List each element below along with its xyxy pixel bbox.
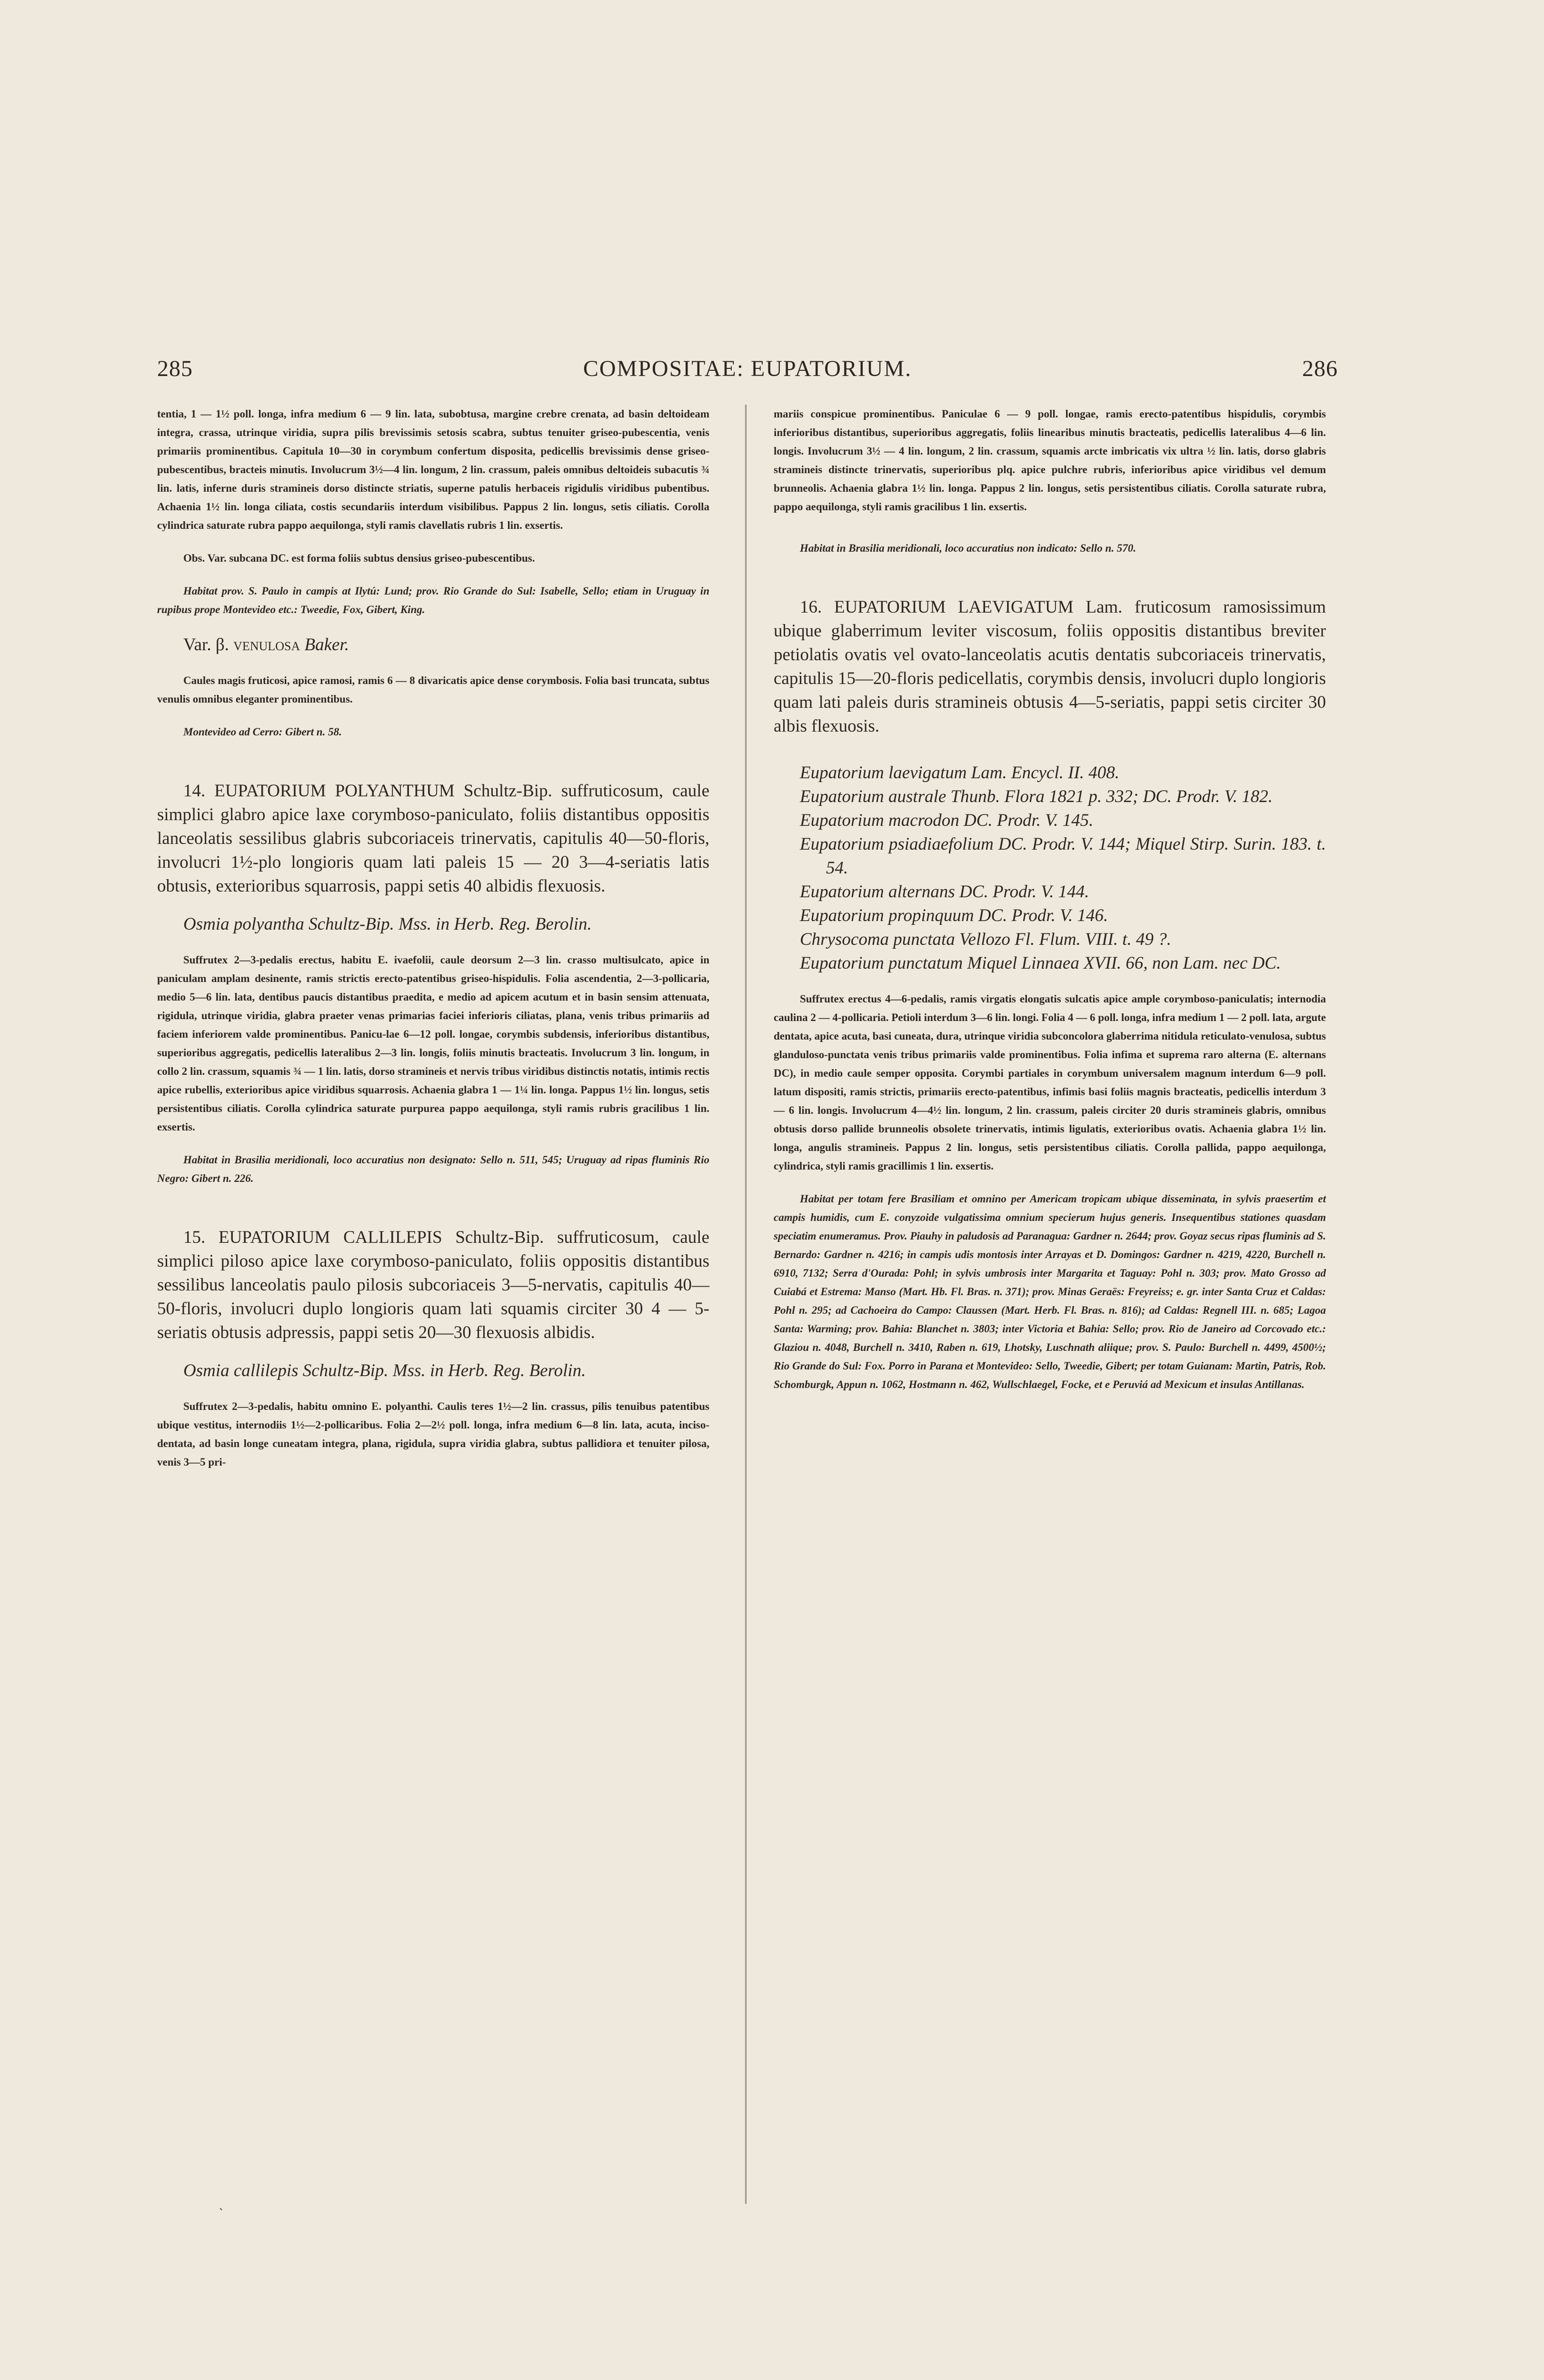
variety-heading [157, 633, 709, 657]
species-14-habitat: Habitat in Brasilia meridionali, loco accuratius non designato: Sello n. 511, 545; Uruguay ad ripas fluminis Rio Negro: Gibert n. 226. [157, 1154, 709, 1184]
page-number-left: 285 [157, 356, 193, 381]
synonym-line: Eupatorium australe Thunb. Flora 1821 p. 332; DC. Prodr. V. 182. [800, 787, 1273, 806]
species-15-synonym: Osmia callilepis Schultz-Bip. Mss. in Herb. Reg. Berolin. [183, 1361, 586, 1380]
habitat-note: Habitat prov. S. Paulo in campis at Ilytú: Lund; prov. Rio Grande do Sul: Isabelle, Sello; etiam in Uruguay in rupibus prope Montevideo etc.: Tweedie, Fox, Gibert, King. [157, 585, 709, 615]
continued-description: tentia, 1 — 1½ poll. longa, infra medium 6 — 9 lin. lata, subobtusa, margine crebre crenata, ad basin deltoideam integra, crassa, utrinque viridia, supra pilis brevissimis setosis scabra, subtus tenuiter griseo-pubescentia, venis primariis prominentibus. Capitula 10—30 in corymbum confertum disposita, pedicellis brevissimis dense griseo-pubescentibus, bracteis minutis. Involucrum 3½—4 lin. longum, 2 lin. crassum, paleis omnibus deltoideis subacutis ¾ lin. latis, inferne duris stramineis dorso distincte striatis, superne patulis herbaceis rigidulis viridibus pubentibus. Achaenia 1½ lin. longa ciliata, costis secundariis interdum visibilibus. Pappus 2 lin. longus, setis ciliatis. Corolla cylindrica saturate rubra pappo aequilonga, styli ramis clavellatis rubris 1 lin. exsertis. [157, 408, 709, 531]
right-column [774, 405, 1326, 1394]
variety-label: Var. β. [183, 635, 229, 654]
synonym-line: Eupatorium propinquum DC. Prodr. V. 146. [800, 906, 1108, 925]
synonym-line: Eupatorium alternans DC. Prodr. V. 144. [800, 882, 1089, 902]
species-15-description: Suffrutex 2—3-pedalis, habitu omnino E. polyanthi. Caulis teres 1½—2 lin. crassus, pilis tenuibus patentibus ubique vestitus, internodiis 1½—2-pollicaribus. Folia 2—2½ poll. longa, infra medium 6—8 lin. lata, acuta, inciso-dentata, ad basin longe cuneatam integra, plana, rigidula, supra viridia glabra, subtus pallidiora et tenuiter pilosa, venis 3—5 pri- [157, 1400, 709, 1468]
page-number-right: 286 [1302, 356, 1338, 381]
column-divider [745, 405, 747, 2204]
left-column [157, 405, 709, 1471]
variety-name: venulosa [233, 635, 300, 654]
species-16-synonyms [774, 761, 1326, 975]
habitat-note-right: Habitat in Brasilia meridionali, loco accuratius non indicato: Sello n. 570. [800, 542, 1136, 554]
stray-mark: ˎ [219, 2197, 223, 2211]
variety-description: Caules magis fruticosi, apice ramosi, ramis 6 — 8 divaricatis apice dense corymbosis. Folia basi truncata, subtus venulis omnibus eleganter prominentibus. [157, 674, 709, 705]
synonym-line: Eupatorium macrodon DC. Prodr. V. 145. [800, 811, 1094, 830]
species-16-habitat: Habitat per totam fere Brasiliam et omnino per Americam tropicam ubique disseminata, in sylvis praesertim et campis humidis, cum E. conyzoide vulgatissima omnium specierum hujus generis. Insequentibus stationes quasdam speciatim enumeramus. Prov. Piauhy in paludosis ad Paranagua: Gardner n. 2644; prov. Goyaz secus ripas fluminis ad S. Bernardo: Gardner n. 4216; in campis udis montosis inter Arrayas et D. Domingos: Gardner n. 4219, 4220, Burchell n. 6910, 7132; Serra d'Ourada: Pohl; in sylvis umbrosis inter Margarita et Taguay: Pohl n. 303; prov. Mato Grosso ad Cuiabá et Estrema: Manso (Mart. Hb. Fl. Bras. n. 371); prov. Minas Geraës: Freyreiss; e. gr. inter Santa Cruz et Caldas: Pohl n. 295; ad Cachoeira do Campo: Claussen (Mart. Herb. Fl. Bras. n. 816); ad Caldas: Regnell III. n. 685; Lagoa Santa: Warming; prov. Bahia: Blanchet n. 3803; inter Victoria et Bahia: Sello; prov. Rio de Janeiro ad Corcovado etc.: Glaziou n. 4048, Burchell n. 3410, Raben n. 619, Lhotsky, Luschnath aliique; prov. S. Paulo: Burchell n. 4499, 4500½; Rio Grande do Sul: Fox. Porro in Parana et Montevideo: Sello, Tweedie, Gibert; per totam Guianam: Martin, Patris, Rob. Schomburgk, Appun n. 1062, Hostmann n. 462, Wullschlaegel, Focke, et e Peruviá ad Mexicum et insulas Antillanas. [774, 1193, 1326, 1390]
species-14-description: Suffrutex 2—3-pedalis erectus, habitu E. ivaefolii, caule deorsum 2—3 lin. crasso multisulcato, apice in paniculam amplam desinente, ramis strictis erecto-patentibus griseo-hispidulis. Folia ascendentia, 2—3-pollicaria, medio 5—6 lin. lata, dentibus paucis distantibus praedita, e medio ad apicem acutum et in basin sensim attenuata, rigidula, utrinque viridia, glabra praeter venas primarias faciei inferioris ciliatas, plana, venis tribus primariis ad faciem inferiorem valde prominentibus. Panicu-lae 6—12 poll. longae, corymbis subdensis, inferioribus distantibus, superioribus aggregatis, pedicellis lateralibus 2—3 lin. longis, foliis minutis bracteatis. Involucrum 3 lin. longum, in collo 2 lin. crassum, squamis ¾ — 1 lin. latis, dorso stramineis et nervis tribus viridibus distinctis notatis, intimis rectis apice rubellis, exterioribus apice viridibus squarrosis. Achaenia glabra 1 — 1¼ lin. longa. Pappus 1½ lin. longus, setis persistentibus ciliatis. Corolla cylindrica saturate purpurea pappo aequilonga, styli ramis rubris gracilibus 1 lin. exsertis. [157, 954, 709, 1133]
species-14-heading: 14. EUPATORIUM POLYANTHUM Schultz-Bip. suffruticosum, caule simplici glabro apice laxe corymboso-paniculato, foliis distantibus oppositis lanceolatis sessilibus glabris subcoriaceis trinervatis, capitulis 40—50-floris, involucri 1½-plo longioris quam lati paleis 15 — 20 3—4-seriatis latis obtusis, exterioribus squarrosis, pappi setis 40 albidis flexuosis. [157, 781, 709, 896]
species-15-heading: 15. EUPATORIUM CALLILEPIS Schultz-Bip. suffruticosum, caule simplici piloso apice laxe corymboso-paniculato, foliis oppositis distantibus sessilibus lanceolatis paulo pilosis subcoriaceis 3—5-nervatis, capitulis 40—50-floris, involucri duplo longioris quam lati squamis circiter 30 4 — 5-seriatis obtusis adpressis, pappi setis 20—30 flexuosis albidis. [157, 1228, 709, 1342]
species-14-synonym: Osmia polyantha Schultz-Bip. Mss. in Herb. Reg. Berolin. [183, 914, 592, 934]
running-title: COMPOSITAE: EUPATORIUM. [583, 356, 912, 381]
species-16-description: Suffrutex erectus 4—6-pedalis, ramis virgatis elongatis sulcatis apice ample corymboso-paniculatis; internodia caulina 2 — 4-pollicaria. Petioli interdum 3—6 lin. longi. Folia 4 — 6 poll. longa, infra medium 1 — 2 poll. lata, argute dentata, apice acuta, basi cuneata, dura, utrinque viridia subconcolora glaberrima nitidula reticulato-venulosa, subtus glanduloso-punctata venis tribus primariis valde prominentibus. Folia infima et suprema raro alterna (E. alternans DC), in medio caule semper opposita. Corymbi partiales in corymbum universalem magnum interdum 6—9 poll. latum dispositi, ramis strictis, primariis erecto-patentibus, infimis basi foliis magnis bracteatis, pedicellis interdum 3 — 6 lin. longis. Involucrum 4—4½ lin. longum, 2 lin. crassum, paleis circiter 20 duris stramineis glabris, omnibus obtusis dorso pallide brunneolis obsolete trinervatis, intimis ligulatis, exterioribus ovatis. Achaenia glabra 1½ lin. longa, angulis stramineis. Pappus 2 lin. longus, setis persistentibus ciliatis. Corolla pallida, pappo aequilonga, cylindrica, styli ramis gracillimis 1 lin. exsertis. [774, 993, 1326, 1172]
variety-locality: Montevideo ad Cerro: Gibert n. 58. [183, 726, 342, 738]
continued-description-right: mariis conspicue prominentibus. Paniculae 6 — 9 poll. longae, ramis erecto-patentibus hispidulis, corymbis inferioribus distantibus, superioribus aggregatis, foliis linearibus minutis bracteatis, pedicellis lateralibus 4—6 lin. longis. Involucrum 3½ — 4 lin. longum, 2 lin. crassum, squamis arcte imbricatis vix ultra ½ lin. latis, dorso glabris stramineis distincte trinervatis, superioribus plq. apice pulchre rubris, inferioribus apice viridibus vel demum brunneolis. Achaenia glabra 1½ lin. longa. Pappus 2 lin. longus, setis persistentibus ciliatis. Corolla saturate rubra, pappo aequilonga, styli ramis gracilibus 1 lin. exsertis. [774, 408, 1326, 513]
synonym-line: Chrysocoma punctata Vellozo Fl. Flum. VIII. t. 49 ?. [800, 930, 1171, 949]
page-header [157, 355, 1338, 383]
synonym-line: Eupatorium punctatum Miquel Linnaea XVII. 66, non Lam. nec DC. [800, 953, 1281, 973]
species-16-heading: 16. EUPATORIUM LAEVIGATUM Lam. fruticosum ramosissimum ubique glaberrimum leviter viscosum, foliis oppositis distantibus breviter petiolatis ovatis vel ovato-lanceolatis acutis dentatis subcoriaceis trinervatis, capitulis 15—20-floris pedicellatis, corymbis densis, involucri duplo longioris quam lati paleis duris stramineis obtusis 4—5-seriatis, pappi setis circiter 30 albis flexuosis. [774, 597, 1326, 736]
synonym-line: Eupatorium psiadiaefolium DC. Prodr. V. 144; Miquel Stirp. Surin. 183. t. 54. [800, 834, 1326, 878]
synonym-line: Eupatorium laevigatum Lam. Encycl. II. 408. [800, 763, 1120, 783]
observation-note: Obs. Var. subcana DC. est forma foliis subtus densius griseo-pubescentibus. [183, 552, 535, 564]
variety-author: Baker. [304, 635, 349, 654]
